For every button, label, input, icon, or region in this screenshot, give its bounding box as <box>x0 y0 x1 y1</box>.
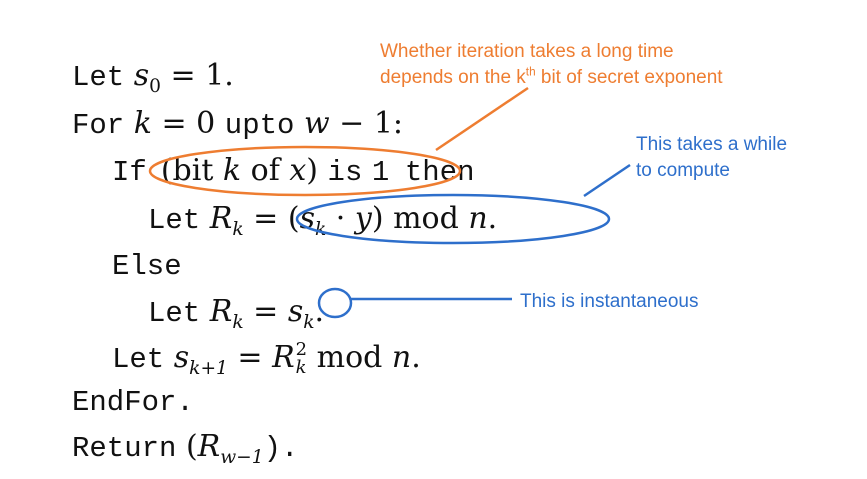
period: . <box>314 294 325 329</box>
var-n: n <box>468 201 488 236</box>
open-paren: ( <box>176 429 198 464</box>
word-mod: mod <box>383 201 469 236</box>
paren-bit: (bit <box>160 153 223 188</box>
close-paren: ) <box>306 153 318 188</box>
open-paren: ( <box>287 201 300 236</box>
var-k: k <box>222 153 242 188</box>
bit-note-post: bit of secret exponent <box>535 67 723 88</box>
sub-k: k <box>314 219 327 240</box>
keyword-if: If <box>112 156 147 189</box>
var-k: k <box>133 106 152 141</box>
multiply-note-line-1: This takes a while <box>636 134 788 155</box>
var-s: s <box>287 294 304 329</box>
bit-highlight-ellipse <box>150 147 460 195</box>
period: . <box>411 340 421 375</box>
eq-zero: = 0 <box>151 106 225 141</box>
sub-0: 0 <box>149 76 162 97</box>
instant-note: This is instantaneous <box>520 291 699 312</box>
bit-connector-line <box>436 88 528 150</box>
sub-k: k <box>232 312 244 333</box>
sup-2: 2 <box>295 339 308 360</box>
keyword-let: Let <box>148 297 201 330</box>
multiply-connector-line <box>584 165 630 196</box>
var-y: y <box>354 201 372 236</box>
keyword-upto: upto <box>224 109 295 142</box>
var-R: R <box>197 429 221 464</box>
var-s: s <box>133 58 150 93</box>
sub-k-plus-1: k+1 <box>189 358 228 379</box>
sub-k: k <box>295 357 307 378</box>
var-n: n <box>391 340 412 375</box>
keyword-let: Let <box>72 61 125 94</box>
var-R: R <box>209 201 233 236</box>
keyword-is: is <box>327 156 363 189</box>
multiply-highlight-ellipse <box>297 195 609 243</box>
equals: = <box>243 201 288 236</box>
multiply-note-line-2: to compute <box>636 160 730 181</box>
keyword-let: Let <box>148 204 201 237</box>
bit-note-pre: depends on the k <box>380 67 526 88</box>
var-w: w <box>294 106 330 141</box>
keyword-return: Return <box>72 432 177 465</box>
period: . <box>487 201 498 236</box>
var-s: s <box>173 340 190 375</box>
eq-one: = 1. <box>161 58 234 93</box>
word-mod: mod <box>307 340 392 375</box>
word-of: of <box>241 153 290 188</box>
sub-k: k <box>232 219 244 240</box>
keyword-let: Let <box>112 343 165 376</box>
cdot: · <box>326 201 355 236</box>
keyword-else: Else <box>112 250 182 283</box>
keyword-endfor: EndFor. <box>72 386 194 419</box>
var-R: R <box>272 340 295 375</box>
keyword-for: For <box>72 109 125 142</box>
sub-k: k <box>303 312 315 333</box>
instant-highlight-circle <box>319 289 351 317</box>
number-one: 1 <box>371 156 390 189</box>
equals: = <box>243 294 288 329</box>
var-s: s <box>299 201 315 236</box>
keyword-then: then <box>404 156 475 189</box>
var-x: x <box>289 153 307 188</box>
minus-one: − 1: <box>329 106 404 141</box>
bit-note-line-1: Whether iteration takes a long time <box>380 41 674 62</box>
close-paren-period: ). <box>263 432 299 465</box>
sub-w-minus-1: w−1 <box>220 447 264 468</box>
equals: = <box>227 340 273 375</box>
close-paren: ) <box>371 201 384 236</box>
bit-note-sup: th <box>525 65 536 79</box>
var-R: R <box>209 294 233 329</box>
